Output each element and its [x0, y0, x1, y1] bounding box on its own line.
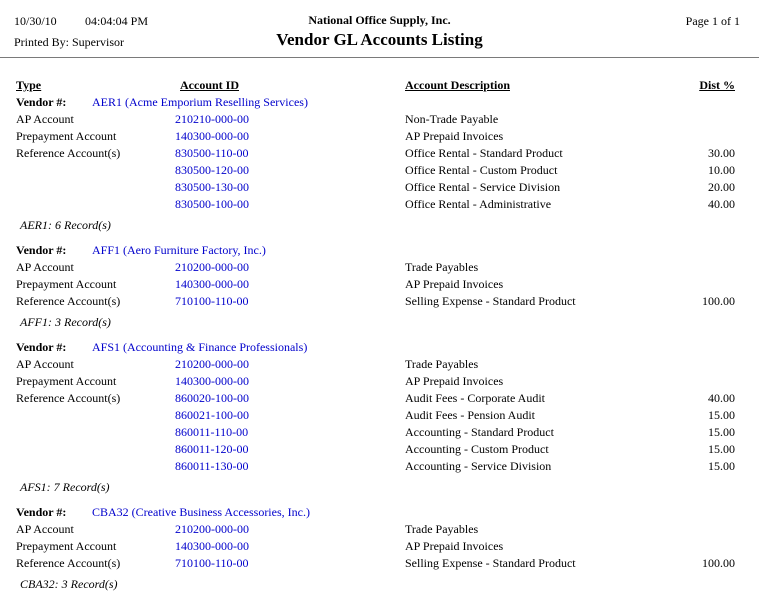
account-id-link[interactable]: 860011-110-00 [175, 425, 249, 439]
account-row [16, 407, 735, 424]
account-description: Office Rental - Custom Product [405, 163, 558, 177]
dist-percent-value: 20.00 [708, 180, 735, 194]
vendor-number-label: Vendor #: [16, 243, 67, 257]
account-row [16, 162, 735, 179]
account-type-label: Prepayment Account [16, 374, 117, 388]
account-description: Accounting - Service Division [405, 459, 552, 473]
record-count: AFS1: 7 Record(s) [20, 480, 110, 494]
dist-percent-value [640, 276, 735, 293]
vendor-section [16, 242, 735, 331]
dist-percent-value: 15.00 [708, 425, 735, 439]
vendor-sections [16, 94, 735, 593]
account-id-link[interactable]: 860011-130-00 [175, 459, 249, 473]
account-description: Non-Trade Payable [405, 112, 499, 126]
account-type-label [16, 407, 175, 424]
account-id-link[interactable]: 860011-120-00 [175, 442, 249, 456]
record-count: AER1: 6 Record(s) [20, 218, 111, 232]
vendor-link[interactable]: AFF1 (Aero Furniture Factory, Inc.) [92, 243, 266, 257]
account-row [16, 390, 735, 407]
account-description: Office Rental - Standard Product [405, 146, 563, 160]
dist-percent-value: 30.00 [708, 146, 735, 160]
account-type-label [16, 458, 175, 475]
vendor-number-label: Vendor #: [16, 95, 67, 109]
account-type-label: AP Account [16, 112, 74, 126]
dist-percent-value [640, 521, 735, 538]
account-description: AP Prepaid Invoices [405, 277, 504, 291]
account-row [16, 555, 735, 572]
account-row [16, 458, 735, 475]
account-type-label: Prepayment Account [16, 539, 117, 553]
vendor-number-label: Vendor #: [16, 340, 67, 354]
account-row [16, 128, 735, 145]
account-type-label: AP Account [16, 260, 74, 274]
account-id-link[interactable]: 140300-000-00 [175, 539, 249, 553]
account-type-label: Reference Account(s) [16, 146, 121, 160]
vendor-number-label: Vendor #: [16, 505, 67, 519]
account-type-label: Reference Account(s) [16, 556, 121, 570]
vendor-header-row [16, 339, 735, 356]
account-id-link[interactable]: 210200-000-00 [175, 260, 249, 274]
account-type-label: Prepayment Account [16, 129, 117, 143]
account-row [16, 293, 735, 310]
printed-by: Printed By: Supervisor [14, 35, 124, 49]
dist-percent-value: 40.00 [708, 197, 735, 211]
account-row [16, 424, 735, 441]
dist-percent-value [640, 356, 735, 373]
report-header [0, 0, 759, 58]
dist-percent-value: 15.00 [708, 442, 735, 456]
column-header-account-description: Account Description [405, 78, 510, 92]
account-type-label: Reference Account(s) [16, 391, 121, 405]
vendor-header-row [16, 94, 735, 111]
account-id-link[interactable]: 210200-000-00 [175, 357, 249, 371]
column-header-type: Type [16, 78, 42, 92]
account-row [16, 259, 735, 276]
dist-percent-value: 15.00 [708, 408, 735, 422]
dist-percent-value: 10.00 [708, 163, 735, 177]
dist-percent-value [640, 373, 735, 390]
account-id-link[interactable]: 860020-100-00 [175, 391, 249, 405]
account-row [16, 521, 735, 538]
account-id-link[interactable]: 860021-100-00 [175, 408, 249, 422]
account-id-link[interactable]: 830500-130-00 [175, 180, 249, 194]
account-description: Audit Fees - Pension Audit [405, 408, 536, 422]
company-name: National Office Supply, Inc. [308, 13, 451, 27]
dist-percent-value [640, 259, 735, 276]
account-row [16, 145, 735, 162]
report-title: Vendor GL Accounts Listing [276, 30, 483, 49]
account-description: Audit Fees - Corporate Audit [405, 391, 545, 405]
account-type-label: Reference Account(s) [16, 294, 121, 308]
account-description: Accounting - Custom Product [405, 442, 549, 456]
dist-percent-value: 100.00 [702, 294, 735, 308]
page-indicator: Page 1 of 1 [685, 14, 740, 28]
account-type-label [16, 196, 175, 213]
account-id-link[interactable]: 830500-110-00 [175, 146, 249, 160]
account-description: AP Prepaid Invoices [405, 539, 504, 553]
account-id-link[interactable]: 210210-000-00 [175, 112, 249, 126]
vendor-link[interactable]: AER1 (Acme Emporium Reselling Services) [92, 95, 308, 109]
dist-percent-value [640, 111, 735, 128]
vendor-header-row [16, 504, 735, 521]
account-id-link[interactable]: 710100-110-00 [175, 294, 249, 308]
report-body [0, 58, 759, 593]
account-description: AP Prepaid Invoices [405, 129, 504, 143]
account-row [16, 538, 735, 555]
account-type-label [16, 179, 175, 196]
dist-percent-value: 15.00 [708, 459, 735, 473]
account-row [16, 179, 735, 196]
account-type-label: Prepayment Account [16, 277, 117, 291]
vendor-section [16, 94, 735, 234]
account-description: Trade Payables [405, 260, 479, 274]
account-description: Office Rental - Service Division [405, 180, 561, 194]
vendor-header-row [16, 242, 735, 259]
account-description: Office Rental - Administrative [405, 197, 552, 211]
account-row [16, 373, 735, 390]
account-type-label [16, 162, 175, 179]
vendor-link[interactable]: AFS1 (Accounting & Finance Professionals) [92, 340, 308, 354]
dist-percent-value [640, 538, 735, 555]
column-header-dist-percent: Dist % [699, 78, 735, 92]
account-row [16, 276, 735, 293]
account-type-label: AP Account [16, 522, 74, 536]
account-id-link[interactable]: 830500-100-00 [175, 197, 249, 211]
account-description: Trade Payables [405, 357, 479, 371]
print-date: 10/30/10 [14, 14, 57, 28]
record-count: AFF1: 3 Record(s) [20, 315, 111, 329]
account-description: Selling Expense - Standard Product [405, 556, 576, 570]
account-id-link[interactable]: 140300-000-00 [175, 129, 249, 143]
account-row [16, 111, 735, 128]
account-row [16, 356, 735, 373]
vendor-section [16, 339, 735, 496]
account-description: AP Prepaid Invoices [405, 374, 504, 388]
account-type-label [16, 441, 175, 458]
account-id-link[interactable]: 830500-120-00 [175, 163, 249, 177]
dist-percent-value [640, 128, 735, 145]
account-id-link[interactable]: 140300-000-00 [175, 277, 249, 291]
account-type-label [16, 424, 175, 441]
print-time: 04:04:04 PM [85, 14, 149, 28]
dist-percent-value: 40.00 [708, 391, 735, 405]
record-count: CBA32: 3 Record(s) [20, 577, 118, 591]
account-type-label: AP Account [16, 357, 74, 371]
dist-percent-value: 100.00 [702, 556, 735, 570]
account-description: Selling Expense - Standard Product [405, 294, 576, 308]
account-id-link[interactable]: 710100-110-00 [175, 556, 249, 570]
account-id-link[interactable]: 210200-000-00 [175, 522, 249, 536]
vendor-section [16, 504, 735, 593]
vendor-link[interactable]: CBA32 (Creative Business Accessories, Inc.) [92, 505, 310, 519]
column-header-row [16, 77, 735, 94]
account-row [16, 441, 735, 458]
account-row [16, 196, 735, 213]
account-description: Accounting - Standard Product [405, 425, 554, 439]
account-id-link[interactable]: 140300-000-00 [175, 374, 249, 388]
column-header-account-id: Account ID [180, 78, 239, 92]
account-description: Trade Payables [405, 522, 479, 536]
